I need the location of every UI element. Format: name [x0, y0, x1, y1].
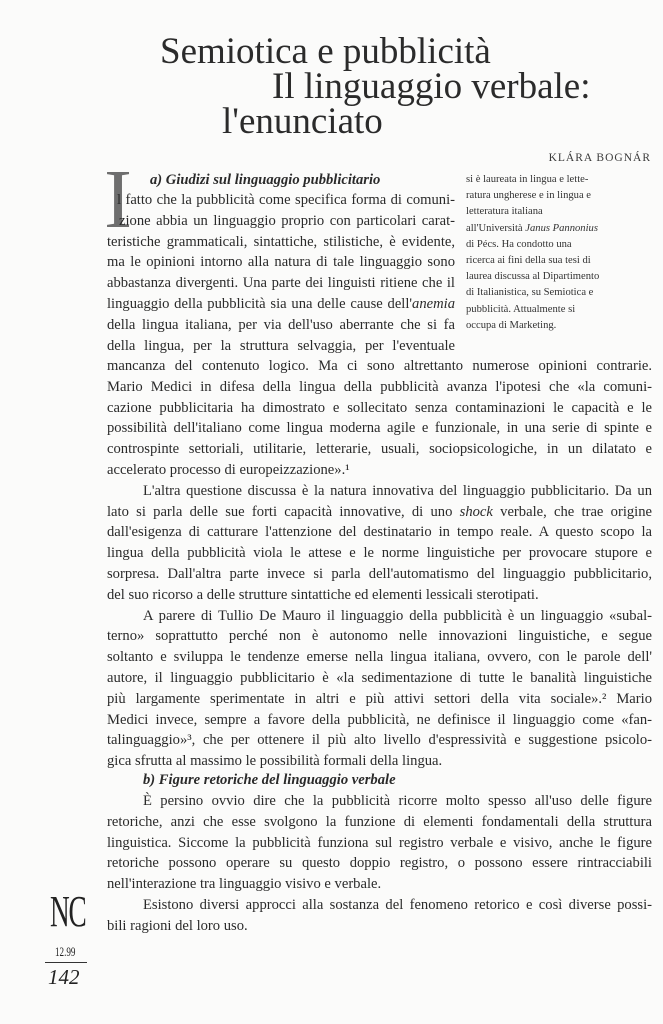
text-segment: L'altra questione discussa è la natura innovativa del linguaggio pubblicitario. Da un — [143, 482, 652, 499]
text-line — [107, 481, 652, 502]
text-segment: abbastanza divergenti. Una parte dei linguisti ritiene che il — [107, 275, 455, 292]
text-segment: autore, il linguaggio pubblicitario è «la sedimentazione di tutte le banalità linguistiche — [107, 669, 652, 686]
text-segment: del suo ricorso a delle strutture sintattiche ed elementi lessicali sterotipati. — [107, 586, 539, 603]
text-line — [107, 791, 652, 812]
text-segment: dall'esigenza di catturare l'attenzione del destinatario in tempo reale. A questo scopo la — [107, 524, 652, 541]
bio-line — [466, 188, 656, 204]
bio-line — [466, 269, 656, 285]
section-b-heading: b) Figure retoriche del linguaggio verbale — [143, 772, 396, 788]
text-segment: cazione pubblicitaria ha dimostrato e sollecitato senza contaminazioni le capacità e le — [107, 399, 652, 416]
text-line — [107, 626, 652, 647]
section-a-body — [107, 356, 652, 772]
text-segment: lato si parla delle sue forti capacità innovative, di uno — [107, 503, 460, 520]
text-line — [107, 564, 652, 585]
author-name: KLÁRA BOGNÁR — [548, 152, 651, 164]
text-segment: Mario Medici in difesa della lingua della pubblicità avanza l'ipotesi che «la comuni- — [107, 378, 652, 395]
text-line — [107, 606, 652, 627]
italic-text: anemia — [412, 295, 455, 312]
bio-line — [466, 253, 656, 269]
text-line — [107, 356, 652, 377]
text-segment: all'Università — [466, 222, 526, 234]
text-segment: letteratura italiana — [466, 206, 543, 218]
text-segment: ricerca ai fini della sua tesi di — [466, 255, 591, 267]
text-line — [107, 522, 652, 543]
bio-line — [466, 172, 656, 188]
text-segment: sorpresa. Dall'altra parte invece si parla dell'automatismo del linguaggio pubblicitario, — [107, 565, 652, 582]
text-segment: di Pécs. Ha condotto una — [466, 238, 572, 250]
text-line — [107, 418, 652, 439]
text-line — [107, 853, 652, 874]
text-segment: ma le opinioni intorno alla natura di tale linguaggio sono — [107, 254, 455, 271]
text-segment: terno» soprattutto perché non è autonomo nelle innovazioni linguistiche, e segue — [107, 628, 652, 645]
text-segment: lingua della pubblicità viola le attese e le norme linguistiche per provocare stupore e — [107, 545, 652, 562]
intro-paragraph-narrow — [107, 190, 455, 356]
text-line — [107, 689, 652, 710]
italic-text: Janus Pannonius — [525, 222, 598, 234]
text-line — [107, 895, 652, 916]
text-segment: verbale, che trae origine — [492, 503, 652, 520]
text-line — [107, 294, 455, 315]
bio-line — [466, 302, 656, 318]
footer-divider — [45, 962, 87, 963]
bio-line — [466, 285, 656, 301]
text-line — [107, 710, 652, 731]
text-segment: retoriche, anzi che esse svolgono la funzione di elementi fondamentali della struttura — [107, 813, 652, 830]
text-line — [107, 439, 652, 460]
text-segment: della lingua italiana, per via dell'uso aberrante che si fa — [107, 316, 455, 333]
text-segment: A parere di Tullio De Mauro il linguaggio della pubblicità è un linguaggio «subal- — [143, 607, 652, 624]
text-segment: occupa di Marketing. — [466, 319, 557, 331]
text-line — [107, 543, 652, 564]
text-segment: Medici invece, sempre a favore della pubblicità, ne definisce il linguaggio come «fan- — [107, 711, 652, 728]
issue-number: 12.99 — [55, 944, 76, 959]
text-segment: retoriche possono operare su questo doppio registro, o possono essere rintracciabili — [107, 855, 652, 872]
text-segment: teristiche grammaticali, sintattiche, stilistiche, è evidente, — [107, 233, 455, 250]
journal-logo: NC — [50, 887, 86, 936]
text-line — [107, 502, 652, 523]
text-segment: gica sfrutta al massimo le possibilità formali della lingua. — [107, 753, 443, 770]
text-line — [107, 273, 455, 294]
text-segment: di Italianistica, su Semiotica e — [466, 287, 594, 299]
text-segment: laurea discussa al Dipartimento — [466, 271, 600, 283]
text-line — [117, 190, 455, 211]
text-segment: mancanza del contenuto logico. Ma ci sono altrettanto numerose opinioni contrarie. — [107, 358, 652, 374]
text-segment: nell'interazione tra linguaggio visivo e verbale. — [107, 876, 382, 893]
text-line — [107, 398, 652, 419]
text-line — [107, 585, 652, 606]
bio-line — [466, 318, 656, 334]
text-line — [107, 874, 652, 895]
text-segment: si è laureata in lingua e lette- — [466, 174, 589, 185]
text-segment: Esistono diversi approcci alla sostanza del fenomeno retorico e così diverse possi- — [143, 896, 652, 913]
text-segment: l fatto che la pubblicità come specifica forma di comuni- — [117, 192, 455, 208]
title-line-2: Il linguaggio verbale: — [272, 66, 591, 107]
bio-line — [466, 237, 656, 253]
text-line — [107, 668, 652, 689]
text-line — [107, 377, 652, 398]
section-b-body — [107, 791, 652, 937]
text-line — [107, 751, 652, 772]
page-number: 142 — [48, 965, 80, 989]
italic-text: shock — [459, 503, 493, 520]
text-segment: linguistica. Siccome la pubblicità funziona sul registro verbale e visivo, anche le figure — [107, 834, 652, 851]
text-line — [107, 252, 455, 273]
text-segment: zione abbia un linguaggio proprio con particolari carat- — [119, 212, 455, 229]
text-segment: soltanto e sviluppa le tendenze emerse nella lingua italiana, ovvero, con le parole dell' — [107, 649, 652, 666]
text-segment: pubblicità. Attualmente si — [466, 303, 576, 315]
text-line — [107, 812, 652, 833]
text-segment: controspinte settoriali, utilitarie, letterarie, usuali, sociopsicologiche, in un dilatato e — [107, 441, 652, 458]
text-line — [107, 833, 652, 854]
text-segment: talinguaggio»³, che per ottenere il più alto livello d'espressività e suggestione psicolo- — [107, 732, 652, 749]
bio-line — [466, 221, 656, 237]
title-line-3: l'enunciato — [222, 101, 383, 142]
author-bio — [466, 172, 656, 334]
text-segment: possibilità dell'italiano come lingua moderna agile e funzionale, in una serie di spinte e — [107, 420, 652, 437]
text-segment: ratura ungherese e in lingua e — [466, 190, 592, 202]
text-segment: della lingua, per la struttura selvaggia, per l'eventuale — [107, 337, 455, 354]
drop-cap: I — [104, 153, 132, 246]
text-line — [107, 232, 455, 253]
text-line — [107, 730, 652, 751]
text-segment: È persino ovvio dire che la pubblicità ricorre molto spesso all'uso delle figure — [143, 793, 652, 809]
text-line — [107, 460, 652, 481]
title-line-1: Semiotica e pubblicità — [160, 31, 491, 72]
section-a-heading: a) Giudizi sul linguaggio pubblicitario — [150, 172, 381, 188]
bio-line — [466, 204, 656, 220]
text-line — [119, 211, 455, 232]
text-segment: accelerato processo di europeizzazione».¹ — [107, 461, 350, 478]
text-line — [107, 647, 652, 668]
text-segment: bili ragioni del loro uso. — [107, 917, 248, 934]
text-segment: linguaggio della pubblicità sia una delle cause dell' — [107, 295, 413, 312]
text-segment: più largamente sperimentate in altri e più attivi settori della vita sociale».² Mario — [107, 690, 652, 707]
text-line — [107, 336, 455, 357]
text-line — [107, 315, 455, 336]
text-line — [107, 916, 652, 937]
